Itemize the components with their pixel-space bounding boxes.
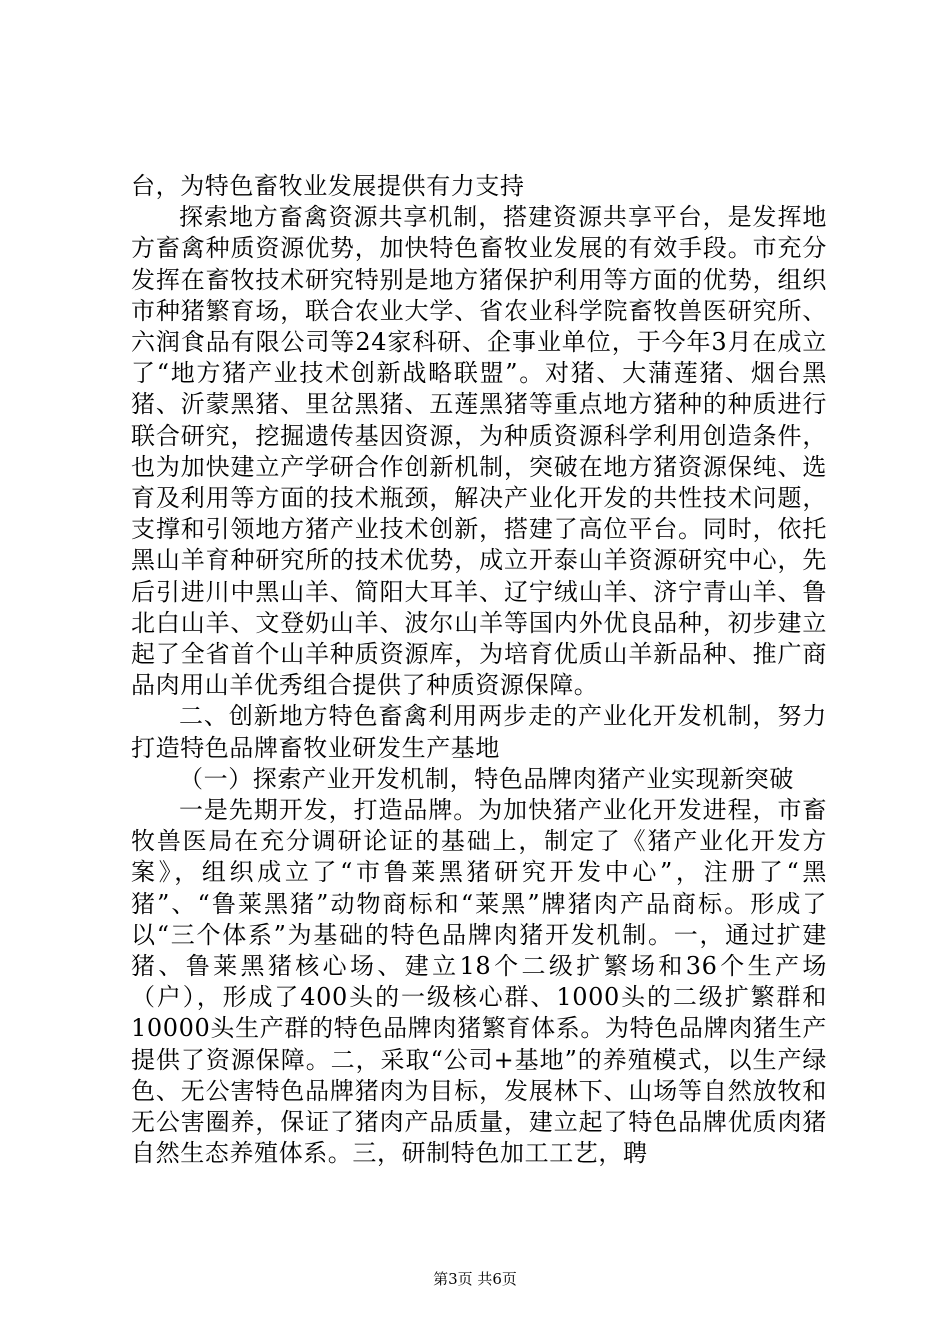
paragraph-continuation: 台，为特色畜牧业发展提供有力支持	[131, 172, 525, 200]
paragraph-resource-sharing: 探索地方畜禽资源共享机制，搭建资源共享平台，是发挥地方畜禽种质资源优势，加快特色畜牧业发展的有效手段。市充分发挥在畜牧技术研究特别是地方猪保护利用等方面的优势，组织市种猪繁育场，联合农业大学、省农业科学院畜牧兽医研究所、六润食品有限公司等24家科研、企事业单位，于今年3月在成立了“地方猪产业技术创新战略联盟”。对猪、大蒲莲猪、烟台黑猪、沂蒙黑猪、里岔黑猪、五莲黑猪等重点地方猪种的种质进行联合研究，挖掘遗传基因资源，为种质资源科学利用创造条件，也为加快建立产学研合作创新机制，突破在地方猪资源保纯、选育及利用等方面的技术瓶颈，解决产业化开发的共性技术问题，支撑和引领地方猪产业技术创新，搭建了高位平台。同时，依托黑山羊育种研究所的技术优势，成立开泰山羊资源研究中心，先后引进川中黑山羊、简阳大耳羊、辽宁绒山羊、济宁青山羊、鲁北白山羊、文登奶山羊、波尔山羊等国内外优良品种，初步建立起了全省首个山羊种质资源库，为培育优质山羊新品种、推广商品肉用山羊优秀组合提供了种质资源保障。	[131, 203, 827, 700]
page-footer: 第3页 共6页	[433, 1270, 517, 1288]
section-heading-two: 二、创新地方特色畜禽利用两步走的产业化开发机制，努力打造特色品牌畜牧业研发生产基地	[131, 702, 827, 762]
subsection-heading-one: （一）探索产业开发机制，特色品牌肉猪产业实现新突破	[179, 764, 794, 793]
paragraph-early-development: 一是先期开发，打造品牌。为加快猪产业化开发进程，市畜牧兽医局在充分调研论证的基础上，制定了《猪产业化开发方案》，组织成立了“市鲁莱黑猪研究开发中心”，注册了“黑猪”、“鲁莱黑猪”动物商标和“莱黑”牌猪肉产品商标。形成了以“三个体系”为基础的特色品牌肉猪开发机制。一，通过扩建猪、鲁莱黑猪核心场、建立18个二级扩繁场和36个生产场（户），形成了400头的一级核心群、1000头的二级扩繁群和10000头生产群的特色品牌肉猪繁育体系。为特色品牌肉猪生产提供了资源保障。二，采取“公司+基地”的养殖模式，以生产绿色、无公害特色品牌猪肉为目标，发展林下、山场等自然放牧和无公害圈养，保证了猪肉产品质量，建立起了特色品牌优质肉猪自然生态养殖体系。三，研制特色加工工艺，聘	[131, 796, 827, 1168]
document-body	[131, 171, 827, 1170]
